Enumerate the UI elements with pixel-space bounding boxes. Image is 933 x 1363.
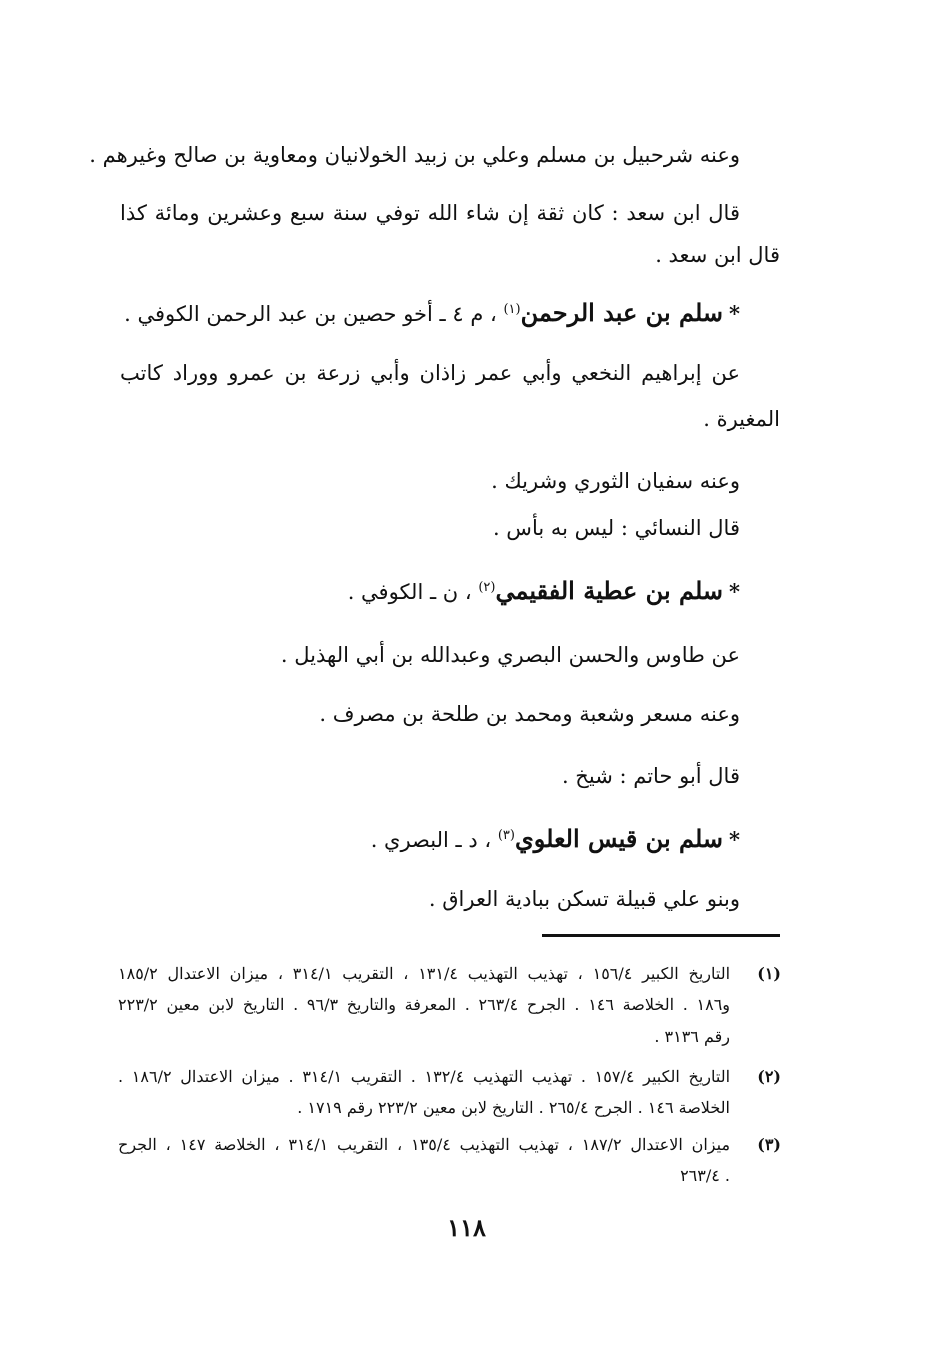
- footnote-ref: (٢): [478, 580, 496, 595]
- text-line: قال ابن سعد : كان ثقة إن شاء الله توفي سنة سبع وعشرين ومائة كذا: [120, 201, 740, 225]
- footnote-ref: (٣): [497, 828, 515, 843]
- text-line: وعنه مسعر وشعبة ومحمد بن طلحة بن مصرف .: [319, 702, 740, 726]
- footnote-ref: (١): [503, 302, 521, 317]
- page-number: ١١٨: [447, 1213, 486, 1242]
- footnote-line: و١٨٦ . الخلاصة ١٤٦ . الجرح ٢٦٣/٤ . المعرفة والتاريخ ٩٦/٣ . التاريخ لابن معين ٢٢٣/٢: [118, 995, 731, 1014]
- text-line: المغيرة .: [703, 407, 780, 431]
- footnote-line: ٢٦٣/٤ .: [680, 1166, 730, 1185]
- footnote-line: ميزان الاعتدال ١٨٧/٢ ، تهذيب التهذيب ١٣٥/٤ ، التقريب ٣١٤/١ ، الخلاصة ١٤٧ ، الجرح: [118, 1135, 731, 1154]
- text-line: عن إبراهيم النخعي وأبي عمر زاذان وأبي زرعة بن عمرو ووراد كاتب: [120, 361, 740, 385]
- entry-details: ، ن ـ الكوفي .: [347, 580, 479, 604]
- entry-heading: [348, 576, 740, 607]
- text-line: وعنه سفيان الثوري وشريك .: [491, 469, 740, 493]
- entry-heading: [124, 298, 740, 329]
- footnote-line: رقم ٣١٣٦ .: [654, 1027, 730, 1046]
- footnote-line: التاريخ الكبير ١٥٦/٤ ، تهذيب التهذيب ١٣١/٤ ، التقريب ٣١٤/١ ، ميزان الاعتدال ١٨٥/٢: [118, 964, 731, 983]
- text-line: عن طاوس والحسن البصري وعبدالله بن أبي الهذيل .: [280, 643, 740, 667]
- footnote-number: (١): [757, 964, 781, 983]
- footnote-number: (٢): [757, 1067, 781, 1086]
- entry-marker: *: [729, 827, 740, 852]
- entry-details: ، د ـ البصري .: [370, 828, 498, 852]
- text-line: وبنو علي قبيلة تسكن ببادية العراق .: [428, 887, 740, 911]
- entry-details: ، م ٤ ـ أخو حصين بن عبد الرحمن الكوفي .: [124, 302, 504, 326]
- entry-name: سلم بن عطية الفقيمي: [495, 576, 724, 605]
- entry-name: سلم بن قيس العلوي: [514, 824, 724, 853]
- entry-marker: *: [729, 579, 740, 604]
- text-line: قال النسائي : ليس به بأس .: [492, 516, 740, 540]
- entry-name: سلم بن عبد الرحمن: [520, 298, 724, 327]
- entry-heading: [371, 824, 740, 855]
- entry-marker: *: [729, 301, 740, 326]
- footnote-separator: [542, 934, 780, 937]
- footnote-line: الخلاصة ١٤٦ . الجرح ٢٦٥/٤ . التاريخ لابن معين ٢٢٣/٢ رقم ١٧١٩ .: [297, 1098, 730, 1117]
- text-line: وعنه شرحبيل بن مسلم وعلي بن زبيد الخولانيان ومعاوية بن صالح وغيرهم .: [89, 143, 740, 167]
- text-line: قال أبو حاتم : شيخ .: [561, 764, 740, 788]
- text-line: قال ابن سعد .: [655, 243, 780, 267]
- footnote-number: (٣): [757, 1135, 781, 1154]
- footnote-line: التاريخ الكبير ١٥٧/٤ . تهذيب التهذيب ١٣٢/٤ . التقريب ٣١٤/١ . ميزان الاعتدال ١٨٦/٢ .: [118, 1067, 731, 1086]
